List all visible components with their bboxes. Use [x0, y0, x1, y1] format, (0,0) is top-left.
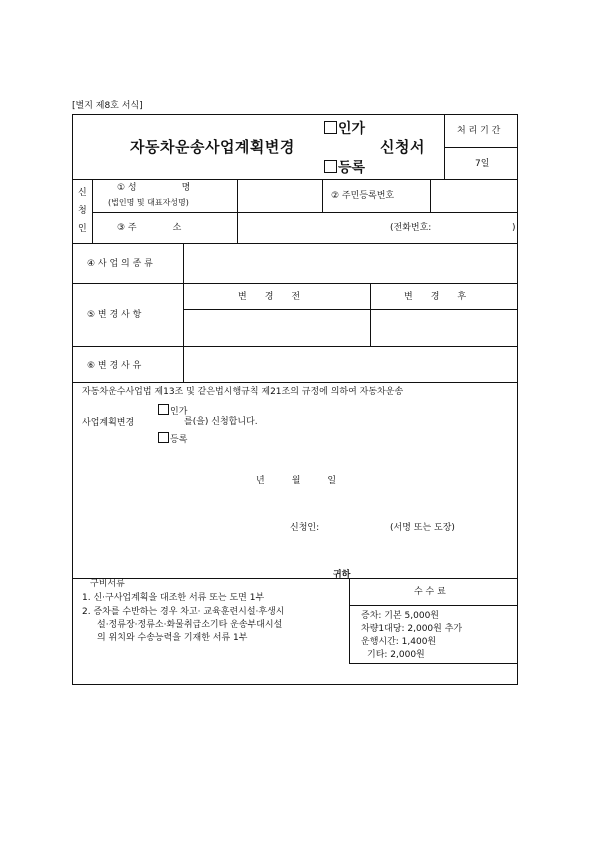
title-option-approval: [324, 121, 365, 136]
fee-item: 증차: 기본 5,000원: [361, 611, 439, 621]
fee-item: 기타: 2,000원: [367, 650, 425, 660]
address-field[interactable]: [238, 213, 388, 243]
date-line: 년 월 일: [256, 476, 337, 486]
form-number-label: [별지 제8호 서식]: [72, 101, 143, 111]
statement-checkbox-registration[interactable]: [158, 432, 169, 443]
fee-item: 운행시간: 1,400원: [361, 637, 437, 647]
divider: [72, 578, 518, 579]
statement-option-registration: [158, 432, 187, 445]
name-field[interactable]: [238, 180, 322, 212]
change-before-field[interactable]: [184, 310, 370, 346]
statement-checkbox-approval[interactable]: [158, 404, 169, 415]
change-after-field[interactable]: [371, 310, 517, 346]
statement-line-1: 자동차운수사업법 제13조 및 같은법시행규칙 제21조의 규정에 의하여 자동차운송: [82, 387, 404, 397]
documents-item-2: 2. 증차를 수반하는 경우 차고· 교육훈련시설·후생시: [82, 607, 285, 617]
form-title: 자동차운송사업계획변경: [130, 138, 295, 156]
divider: [349, 578, 350, 663]
documents-item-1: 1. 신·구사업계획을 대조한 서류 또는 도면 1부: [82, 593, 265, 603]
change-items-label: ⑤ 변 경 사 항: [87, 310, 142, 320]
change-reason-label: ⑥ 변 경 사 유: [87, 361, 142, 371]
fees-title: 수 수 료: [414, 587, 446, 597]
phone-label: (전화번호:: [390, 223, 432, 233]
documents-item-2-cont2: 의 위치와 수송능력을 기재한 서류 1부: [97, 633, 248, 643]
checkbox-registration[interactable]: [324, 160, 337, 173]
checkbox-approval[interactable]: [324, 121, 337, 134]
title-option-approval-label: 인가: [338, 121, 366, 137]
documents-item-2-cont: 설·정류장·정류소·화물취급소기타 운송부대시설: [97, 620, 283, 630]
form-title-suffix: 신청서: [380, 138, 425, 156]
title-option-registration: [324, 160, 365, 175]
signature-note: (서명 또는 도장): [390, 523, 455, 533]
change-after-header: 변 경 후: [404, 292, 467, 302]
phone-close-paren: ): [512, 223, 516, 233]
applicant-side-label-2: 청: [78, 206, 87, 216]
divider: [349, 663, 518, 664]
resident-number-field[interactable]: [431, 180, 517, 212]
processing-period-label: 처 리 기 간: [457, 126, 501, 136]
fee-item: 차량1대당: 2,000원 추가: [361, 624, 463, 634]
signature-field[interactable]: [330, 518, 388, 536]
statement-suffix: 를(을) 신청합니다.: [184, 417, 258, 427]
title-option-registration-label: 등록: [338, 160, 366, 176]
name-label: ① 성 명: [117, 183, 191, 193]
divider: [92, 179, 93, 243]
divider: [444, 147, 518, 148]
addressee: 귀하: [333, 570, 351, 580]
divider: [72, 283, 518, 284]
change-before-header: 변 경 전: [238, 292, 301, 302]
statement-option-registration-label: 등록: [170, 435, 188, 445]
applicant-side-label-3: 인: [78, 224, 87, 234]
statement-option-approval: [158, 404, 187, 417]
business-type-field[interactable]: [184, 244, 517, 283]
divider: [72, 382, 518, 383]
signature-label: 신청인:: [290, 523, 320, 533]
divider: [322, 179, 323, 212]
resident-number-label: ② 주민등록번호: [331, 191, 395, 201]
documents-title: 구비서류: [90, 579, 125, 589]
statement-option-approval-label: 인가: [170, 407, 188, 417]
phone-field[interactable]: [440, 218, 508, 238]
change-reason-field[interactable]: [184, 347, 517, 382]
statement-prefix: 사업계획변경: [82, 418, 135, 428]
name-sublabel: (법인명 및 대표자성명): [108, 198, 189, 207]
processing-period-value: 7일: [475, 159, 490, 169]
business-type-label: ④ 사 업 의 종 류: [87, 259, 153, 269]
address-label: ③ 주 소: [117, 223, 182, 233]
applicant-side-label-1: 신: [78, 188, 87, 198]
divider: [349, 605, 518, 606]
